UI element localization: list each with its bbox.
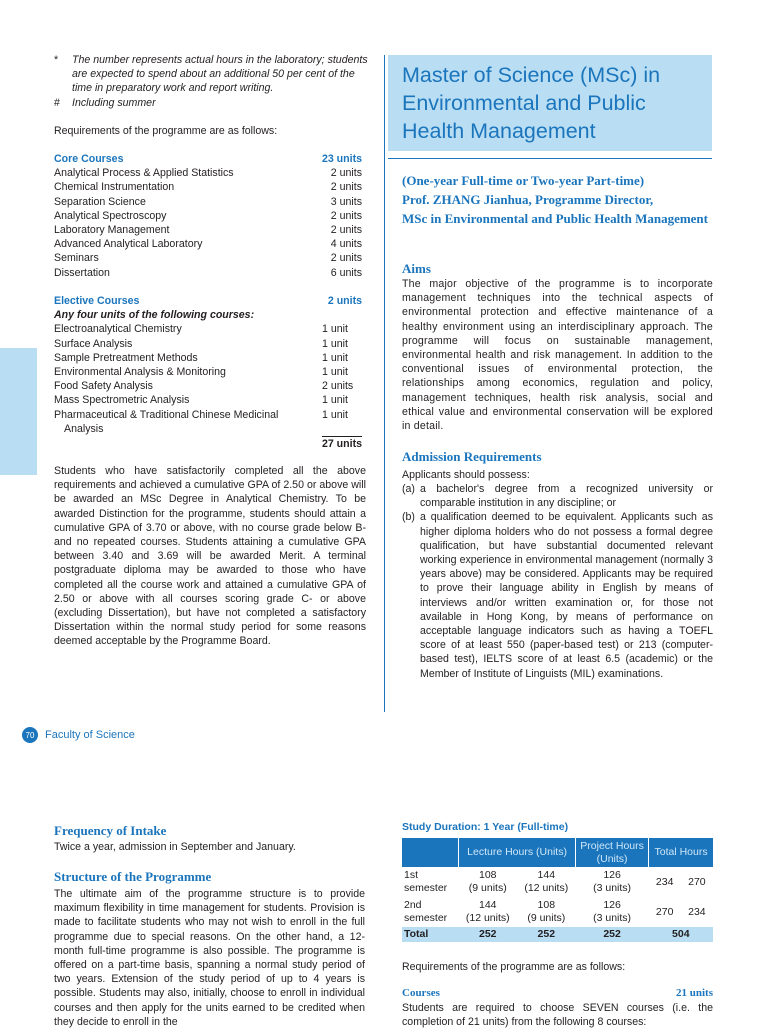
structure-heading: Structure of the Programme — [54, 869, 212, 884]
course-name: Mass Spectrometric Analysis — [54, 394, 190, 407]
course-name: Laboratory Management — [54, 224, 170, 237]
footnote-text: The number represents actual hours in the laboratory; students are expected to spend about an additional 50 per cent of the time in preparatory work and report writing. — [72, 54, 368, 95]
core-courses-list — [54, 152, 362, 280]
course-row — [54, 365, 362, 379]
course-name: Food Safety Analysis — [54, 380, 153, 393]
column-divider — [384, 55, 385, 712]
course-row — [54, 408, 362, 422]
course-units: 1 unit — [322, 323, 348, 336]
title-rule — [388, 158, 712, 159]
admission-list — [402, 482, 713, 681]
course-row — [54, 337, 362, 351]
course-units: 1 unit — [322, 337, 348, 350]
programme-subtitle — [402, 171, 722, 228]
course-units: 1 unit — [322, 394, 348, 407]
course-name: Chemical Instrumentation — [54, 181, 175, 194]
table-cell: 252 — [517, 927, 576, 942]
item-marker: (a) — [402, 483, 415, 495]
table-header-row — [402, 838, 713, 867]
table-cell: 270 — [681, 867, 713, 897]
table-row — [402, 897, 713, 927]
table-cell: 144 (12 units) — [459, 897, 518, 927]
item-marker: (b) — [402, 511, 415, 524]
courses-header — [402, 987, 713, 999]
elective-courses-units: 2 units — [327, 295, 362, 307]
admission-heading: Admission Requirements — [402, 449, 542, 464]
requirements-intro-2: Requirements of the programme are as follows: — [402, 961, 626, 973]
course-units: 6 units — [330, 266, 362, 279]
course-name: Surface Analysis — [54, 337, 133, 350]
course-units: 2 units — [330, 209, 362, 222]
course-name: Analytical Process & Applied Statistics — [54, 167, 234, 180]
course-units: 1 unit — [322, 408, 348, 421]
table-row — [402, 867, 713, 897]
programme-title: Master of Science (MSc) in Environmental and Public Health Management — [402, 63, 661, 143]
course-name: Electroanalytical Chemistry — [54, 323, 182, 336]
elective-courses-list — [54, 294, 362, 451]
item-text: a qualification deemed to be equivalent. Applicants such as higher diploma holders who do not possess a formal degree qualification, but have substantial documented relevant working experience in environmental management (normally 3 years above) may be considered. Applicants may be required to prove their language ability in English by means of interviews and/or written examination or, for those not available in Hong Kong, by means of performance on acceptable language indicators such as having a TOEFL score of at least 550 (paper-based test) or 213 (computer-based test), IELTS score of at least 6.5 (academic) or the Member of Institute of Linguists (MIL) examinations. — [420, 511, 713, 680]
award-paragraph: Students who have satisfactorily completed all the above requirements and achieved a cumulative GPA of 2.50 or above will be awarded an MSc Degree in Analytical Chemistry. To be awarded Distinction for the programme, students should attain a cumulative GPA of 3.70 or above, with no course grade below B- and no repeated courses. Students attaining a cumulative GPA between 3.40 and 3.69 will be awarded Merit. A terminal postgraduate diploma may be awarded to those who have completed all the course work and attained a cumulative GPA of 2.50 or above with all courses scoring grade C- or above (excluding Dissertation), but have not completed a satisfactory Dissertation within the normal study period for some reasons deemed acceptable by the Programme Board. — [54, 465, 366, 648]
elective-subtitle: Any four units of the following courses: — [54, 309, 255, 322]
course-row — [54, 266, 362, 280]
course-row — [54, 379, 362, 393]
course-row — [54, 180, 362, 194]
course-row — [54, 322, 362, 336]
admission-item — [402, 482, 713, 510]
course-name: Environmental Analysis & Monitoring — [54, 366, 226, 379]
table-cell: 234 — [649, 867, 681, 897]
duration-title: Study Duration: 1 Year (Full-time) — [402, 821, 569, 833]
core-courses-header — [54, 152, 362, 166]
subtitle-line: MSc in Environmental and Public Health Management — [402, 211, 708, 226]
table-cell: 234 — [681, 897, 713, 927]
courses-text: Students are required to choose SEVEN courses (i.e. the completion of 21 units) from the following 8 courses: — [402, 1002, 713, 1029]
table-cell: 252 — [576, 927, 649, 942]
course-units: 2 units — [330, 224, 362, 237]
page-number: 70 — [22, 727, 38, 743]
course-row — [54, 351, 362, 365]
structure-text: The ultimate aim of the programme structure is to provide maximum flexibility in time management for students. Provision is made to facilitate students who may not wish to enroll in the full programme due to special reasons. On the other hand, a 12-month full-time programme is also possible. The programme is offered on a part-time basis, spanning a normal study period of two years. Extension of the study period of up to 4 years is possible. Students may also, initially, choose to enroll in individual courses and then apply for the units earned to be credited when they decide to enroll in the — [54, 888, 365, 1028]
requirements-intro: Requirements of the programme are as follows: — [54, 125, 278, 137]
aims-text: The major objective of the programme is to incorporate management techniques into the technical aspects of environmental protection and effective maintenance of a healthy environment using an interdisciplinary approach. The programme will focus on sustainable management, environmental health and risk management. In addition to the conventional issues of environmental protection, the relationships among economics, regulation and policy, management techniques, health risk analysis, social and ethical value and environmental conservation will be explored in detail. — [402, 278, 713, 433]
courses-units: 21 units — [676, 987, 713, 999]
course-name: Separation Science — [54, 195, 146, 208]
elective-courses-title: Elective Courses — [54, 295, 140, 307]
course-name: Analytical Spectroscopy — [54, 209, 167, 222]
table-cell: 144 (12 units) — [517, 867, 576, 897]
footnote — [54, 53, 374, 96]
table-cell: 108 (9 units) — [459, 867, 518, 897]
footer-faculty: Faculty of Science — [45, 729, 135, 741]
semester-label: 1st semester — [402, 867, 459, 897]
course-row — [54, 166, 362, 180]
course-row — [54, 195, 362, 209]
total-hours-header: Total Hours — [649, 838, 713, 867]
aims-heading: Aims — [402, 261, 431, 276]
semester-label: 2nd semester — [402, 897, 459, 927]
courses-heading: Courses — [402, 987, 440, 999]
course-row — [54, 209, 362, 223]
course-units: 4 units — [330, 238, 362, 251]
footnote-mark: # — [54, 96, 60, 109]
course-name: Pharmaceutical & Traditional Chinese Medicinal — [54, 408, 279, 421]
course-name: Dissertation — [54, 266, 110, 279]
elective-total-row — [54, 436, 362, 451]
course-name: Advanced Analytical Laboratory — [54, 238, 203, 251]
course-row — [54, 237, 362, 251]
page-footer — [22, 727, 135, 743]
table-cell: 270 — [649, 897, 681, 927]
table-total-row — [402, 927, 713, 942]
frequency-text: Twice a year, admission in September and January. — [54, 841, 296, 853]
core-courses-units: 23 units — [321, 153, 362, 165]
admission-item — [402, 510, 713, 680]
course-units: 1 unit — [322, 366, 348, 379]
core-courses-title: Core Courses — [54, 153, 124, 165]
item-text: a bachelor's degree from a recognized university or comparable institution in any discipline; or — [420, 483, 713, 510]
frequency-heading: Frequency of Intake — [54, 823, 167, 838]
course-units: 2 units — [330, 167, 362, 180]
table-cell: 108 (9 units) — [517, 897, 576, 927]
course-units: 1 unit — [322, 351, 348, 364]
elective-courses-header — [54, 294, 362, 308]
course-units: 2 units — [330, 181, 362, 194]
course-row — [54, 223, 362, 237]
total-label: Total — [402, 927, 459, 942]
lecture-hours-header: Lecture Hours (Units) — [459, 838, 576, 867]
footnotes — [54, 53, 374, 110]
footnote-text: Including summer — [72, 96, 156, 109]
project-hours-header: Project Hours (Units) — [576, 838, 649, 867]
course-name: Seminars — [54, 252, 99, 265]
total-units: 27 units — [321, 438, 362, 451]
table-cell: 126 (3 units) — [576, 897, 649, 927]
table-cell: 126 (3 units) — [576, 867, 649, 897]
duration-table — [402, 838, 713, 942]
course-name: Sample Pretreatment Methods — [54, 351, 198, 364]
course-row — [54, 251, 362, 265]
admission-intro: Applicants should possess: — [402, 469, 530, 481]
title-box — [388, 55, 712, 151]
footnote — [54, 96, 374, 110]
side-tab — [0, 348, 37, 475]
course-units: 2 units — [322, 380, 354, 393]
course-name-continued: Analysis — [64, 422, 104, 435]
course-units: 2 units — [330, 252, 362, 265]
footnote-mark: * — [54, 54, 59, 66]
table-cell: 252 — [459, 927, 518, 942]
course-row — [54, 393, 362, 407]
subtitle-line: (One-year Full-time or Two-year Part-time) — [402, 173, 645, 188]
table-cell: 504 — [649, 927, 713, 942]
course-units: 3 units — [330, 195, 362, 208]
subtitle-line: Prof. ZHANG Jianhua, Programme Director, — [402, 192, 654, 207]
